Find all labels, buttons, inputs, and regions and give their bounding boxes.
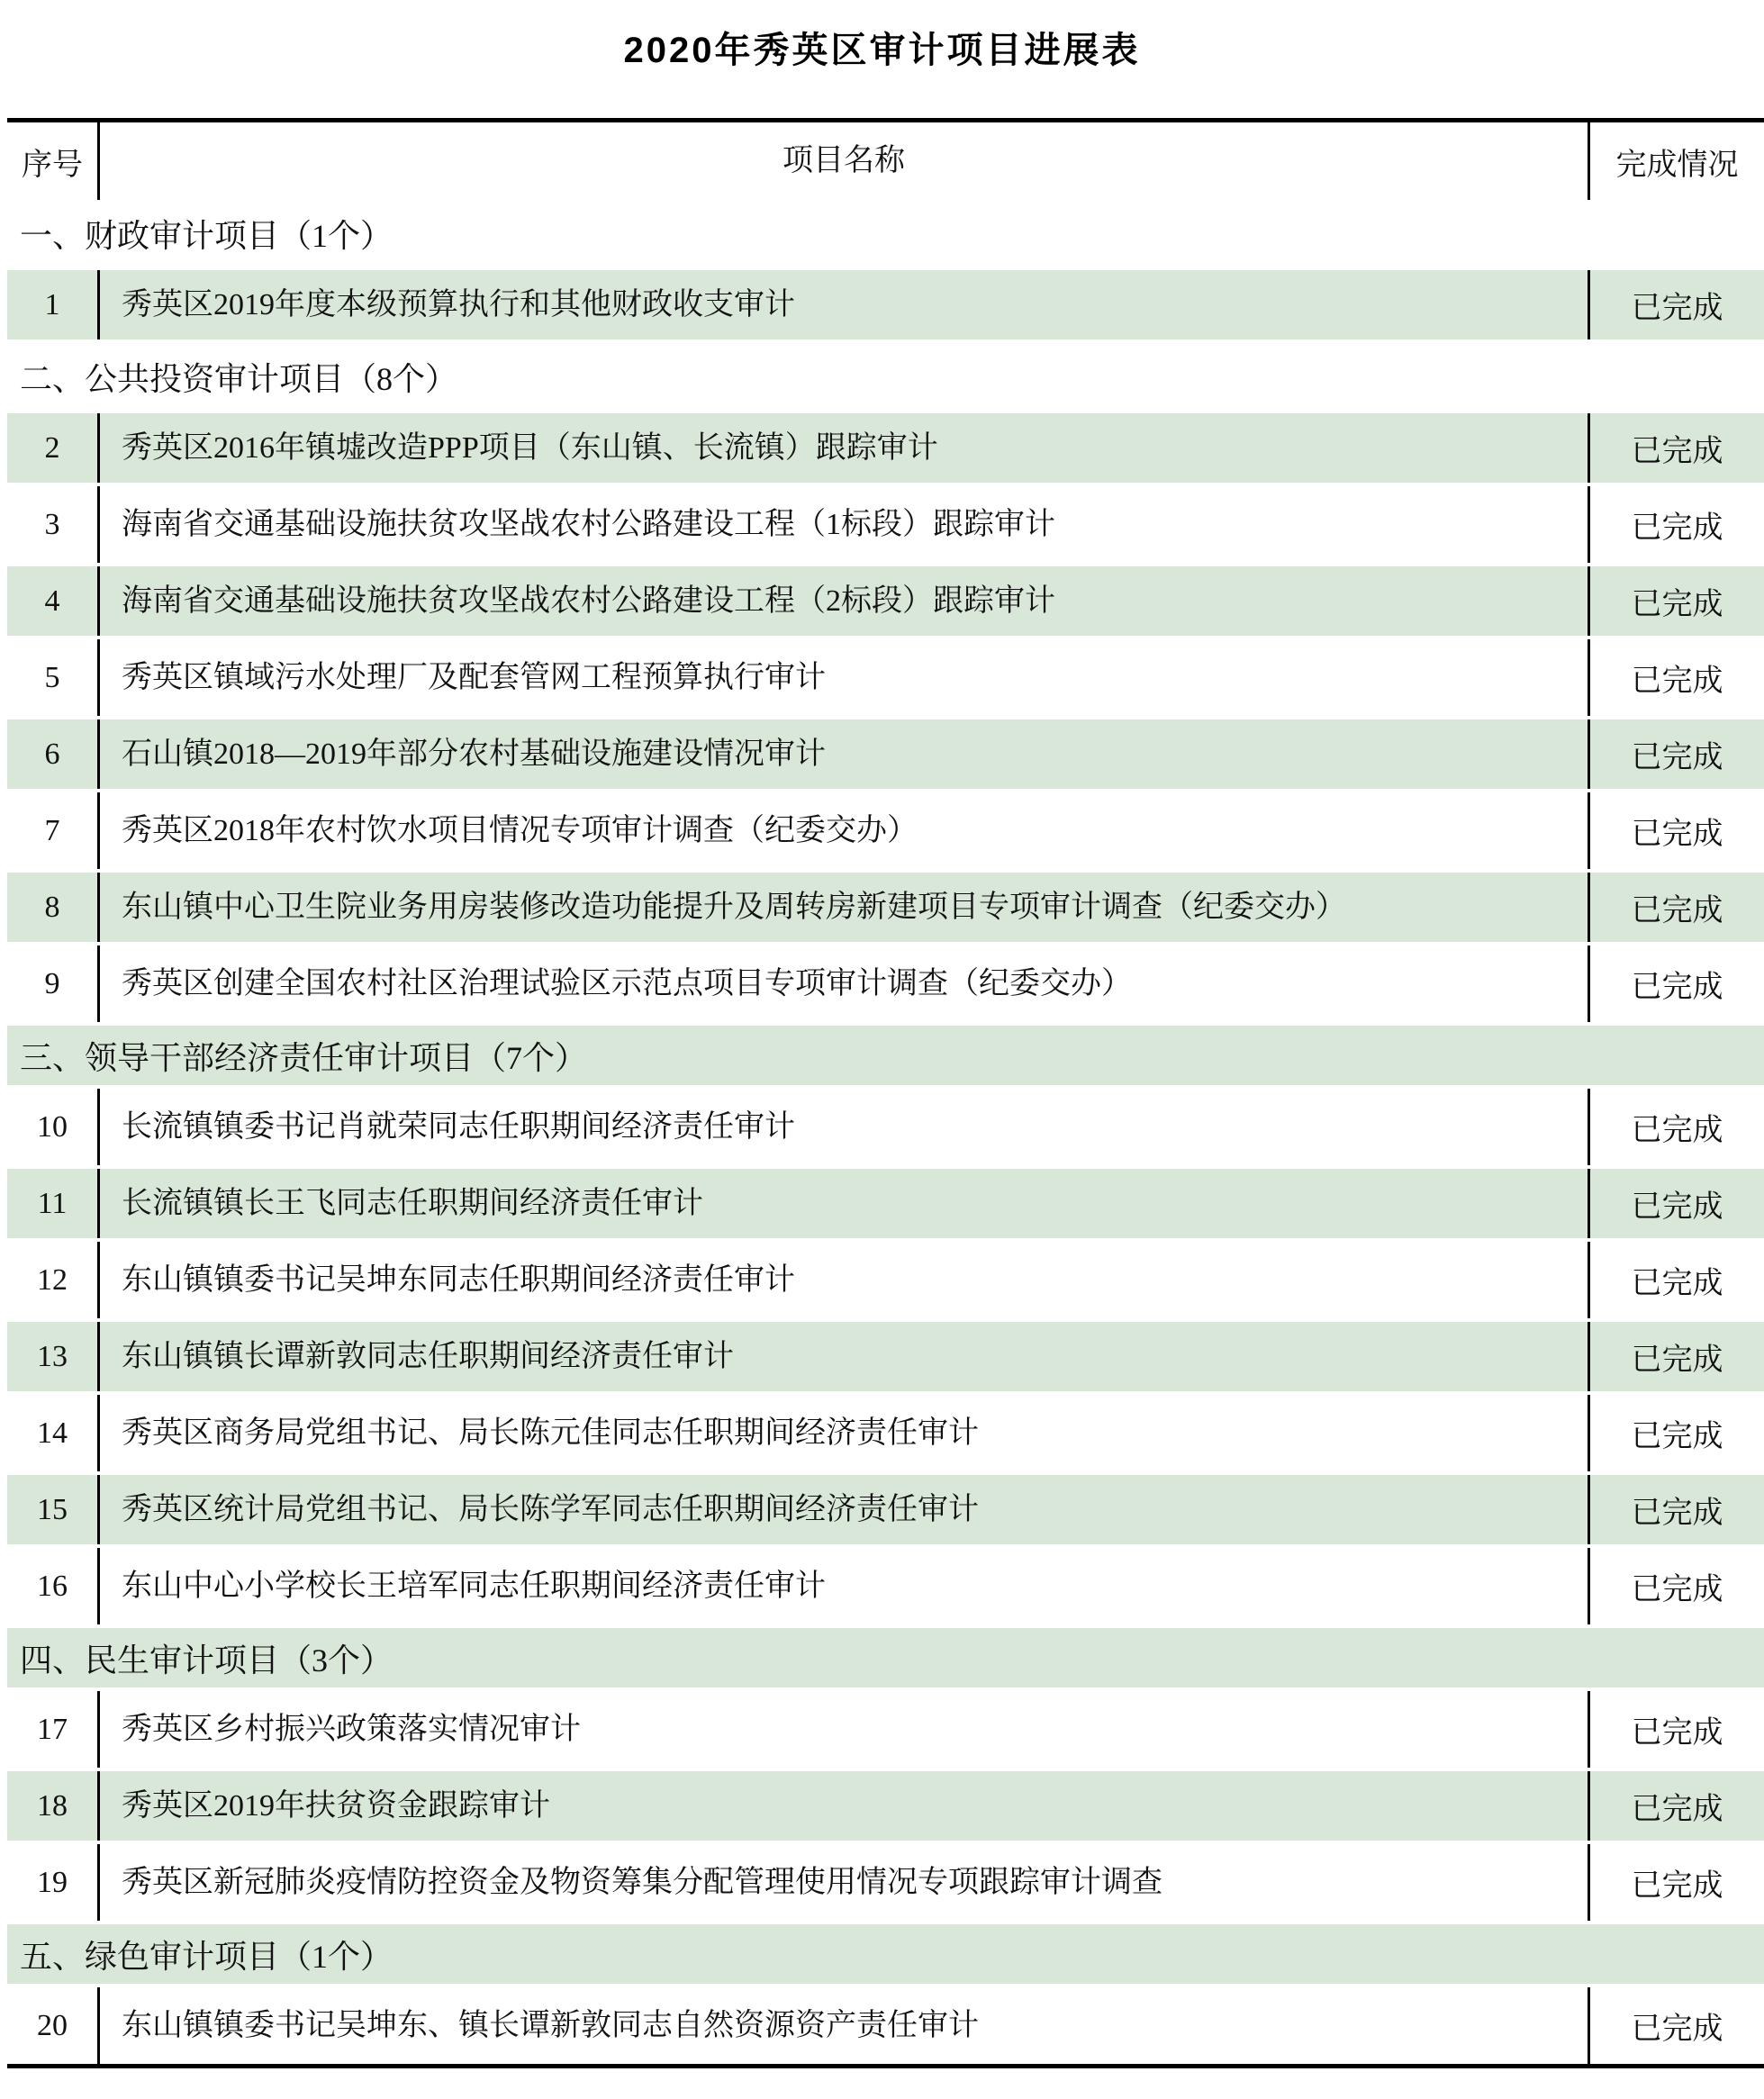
completion-status: 已完成 — [1588, 1322, 1764, 1391]
table-header-row — [7, 122, 1764, 200]
row-number: 5 — [44, 660, 60, 694]
section-header-row: 五、绿色审计项目（1个） — [7, 1921, 1764, 1987]
project-name: 东山镇中心卫生院业务用房装修改造功能提升及周转房新建项目专项审计调查（纪委交办） — [97, 873, 1588, 942]
completion-status: 已完成 — [1588, 566, 1764, 636]
project-name: 秀英区新冠肺炎疫情防控资金及物资筹集分配管理使用情况专项跟踪审计调查 — [97, 1844, 1588, 1921]
project-name: 秀英区2019年扶贫资金跟踪审计 — [97, 1771, 1588, 1841]
project-name: 秀英区创建全国农村社区治理试验区示范点项目专项审计调查（纪委交办） — [97, 945, 1588, 1022]
completion-status: 已完成 — [1588, 719, 1764, 789]
table-row — [7, 716, 1764, 792]
project-name: 秀英区2019年度本级预算执行和其他财政收支审计 — [97, 270, 1588, 339]
project-name: 秀英区统计局党组书记、局长陈学军同志任职期间经济责任审计 — [97, 1475, 1588, 1544]
table-row — [7, 1844, 1764, 1921]
table-row — [7, 792, 1764, 869]
project-name: 秀英区2018年农村饮水项目情况专项审计调查（纪委交办） — [97, 792, 1588, 869]
project-name: 海南省交通基础设施扶贫攻坚战农村公路建设工程（1标段）跟踪审计 — [97, 486, 1588, 563]
row-number: 6 — [44, 737, 60, 771]
completion-status: 已完成 — [1588, 1089, 1764, 1165]
table-row — [7, 1089, 1764, 1165]
completion-status: 已完成 — [1588, 1548, 1764, 1624]
completion-status: 已完成 — [1588, 792, 1764, 869]
row-number: 18 — [37, 1788, 68, 1823]
completion-status: 已完成 — [1588, 1691, 1764, 1768]
table-row — [7, 1768, 1764, 1844]
row-number: 10 — [37, 1109, 68, 1144]
table-row — [7, 1691, 1764, 1768]
section-header-row: 三、领导干部经济责任审计项目（7个） — [7, 1022, 1764, 1089]
column-header-project-name: 项目名称 — [97, 122, 1588, 200]
completion-status: 已完成 — [1588, 1987, 1764, 2064]
row-number: 20 — [37, 2008, 68, 2042]
table-row — [7, 639, 1764, 716]
row-number: 14 — [37, 1416, 68, 1450]
row-number: 4 — [44, 584, 60, 618]
column-header-no: 序号 — [22, 148, 83, 182]
completion-status: 已完成 — [1588, 413, 1764, 483]
row-number: 16 — [37, 1569, 68, 1603]
completion-status: 已完成 — [1588, 270, 1764, 339]
table-row — [7, 410, 1764, 486]
section-header-row: 一、财政审计项目（1个） — [7, 200, 1764, 267]
table-row — [7, 1165, 1764, 1242]
completion-status: 已完成 — [1588, 639, 1764, 716]
row-number: 17 — [37, 1712, 68, 1746]
project-name: 东山中心小学校长王培军同志任职期间经济责任审计 — [97, 1548, 1588, 1624]
completion-status: 已完成 — [1588, 486, 1764, 563]
project-name: 东山镇镇长谭新敦同志任职期间经济责任审计 — [97, 1322, 1588, 1391]
table-row — [7, 945, 1764, 1022]
row-number: 8 — [44, 890, 60, 924]
table-row — [7, 869, 1764, 945]
project-name: 东山镇镇委书记吴坤东同志任职期间经济责任审计 — [97, 1242, 1588, 1318]
table-row — [7, 1318, 1764, 1395]
table-body — [7, 200, 1764, 2064]
audit-progress-table — [7, 118, 1764, 2068]
section-header-row: 二、公共投资审计项目（8个） — [7, 343, 1764, 410]
table-row — [7, 563, 1764, 639]
table-row — [7, 1242, 1764, 1318]
project-name: 秀英区商务局党组书记、局长陈元佳同志任职期间经济责任审计 — [97, 1395, 1588, 1471]
table-row — [7, 1471, 1764, 1548]
completion-status: 已完成 — [1588, 1475, 1764, 1544]
page-title: 2020年秀英区审计项目进展表 — [623, 31, 1141, 70]
table-row — [7, 1987, 1764, 2064]
completion-status: 已完成 — [1588, 873, 1764, 942]
row-number: 2 — [44, 430, 60, 465]
project-name: 海南省交通基础设施扶贫攻坚战农村公路建设工程（2标段）跟踪审计 — [97, 566, 1588, 636]
row-number: 19 — [37, 1865, 68, 1899]
row-number: 15 — [37, 1492, 68, 1526]
completion-status: 已完成 — [1588, 1395, 1764, 1471]
project-name: 秀英区乡村振兴政策落实情况审计 — [97, 1691, 1588, 1768]
table-row — [7, 1395, 1764, 1471]
row-number: 12 — [37, 1262, 68, 1297]
row-number: 11 — [37, 1186, 68, 1220]
row-number: 13 — [37, 1339, 68, 1373]
completion-status: 已完成 — [1588, 1771, 1764, 1841]
completion-status: 已完成 — [1588, 1169, 1764, 1238]
completion-status: 已完成 — [1588, 1242, 1764, 1318]
row-number: 7 — [44, 813, 60, 847]
row-number: 9 — [44, 966, 60, 1000]
table-row — [7, 486, 1764, 563]
table-row — [7, 1548, 1764, 1624]
completion-status: 已完成 — [1588, 945, 1764, 1022]
project-name: 石山镇2018—2019年部分农村基础设施建设情况审计 — [97, 719, 1588, 789]
section-header-row: 四、民生审计项目（3个） — [7, 1624, 1764, 1691]
row-number: 3 — [44, 507, 60, 541]
project-name: 秀英区镇域污水处理厂及配套管网工程预算执行审计 — [97, 639, 1588, 716]
table-row — [7, 267, 1764, 343]
column-header-status: 完成情况 — [1588, 122, 1764, 200]
project-name: 长流镇镇委书记肖就荣同志任职期间经济责任审计 — [97, 1089, 1588, 1165]
project-name: 秀英区2016年镇墟改造PPP项目（东山镇、长流镇）跟踪审计 — [97, 413, 1588, 483]
project-name: 长流镇镇长王飞同志任职期间经济责任审计 — [97, 1169, 1588, 1238]
project-name: 东山镇镇委书记吴坤东、镇长谭新敦同志自然资源资产责任审计 — [97, 1987, 1588, 2064]
completion-status: 已完成 — [1588, 1844, 1764, 1921]
row-number: 1 — [44, 287, 60, 321]
